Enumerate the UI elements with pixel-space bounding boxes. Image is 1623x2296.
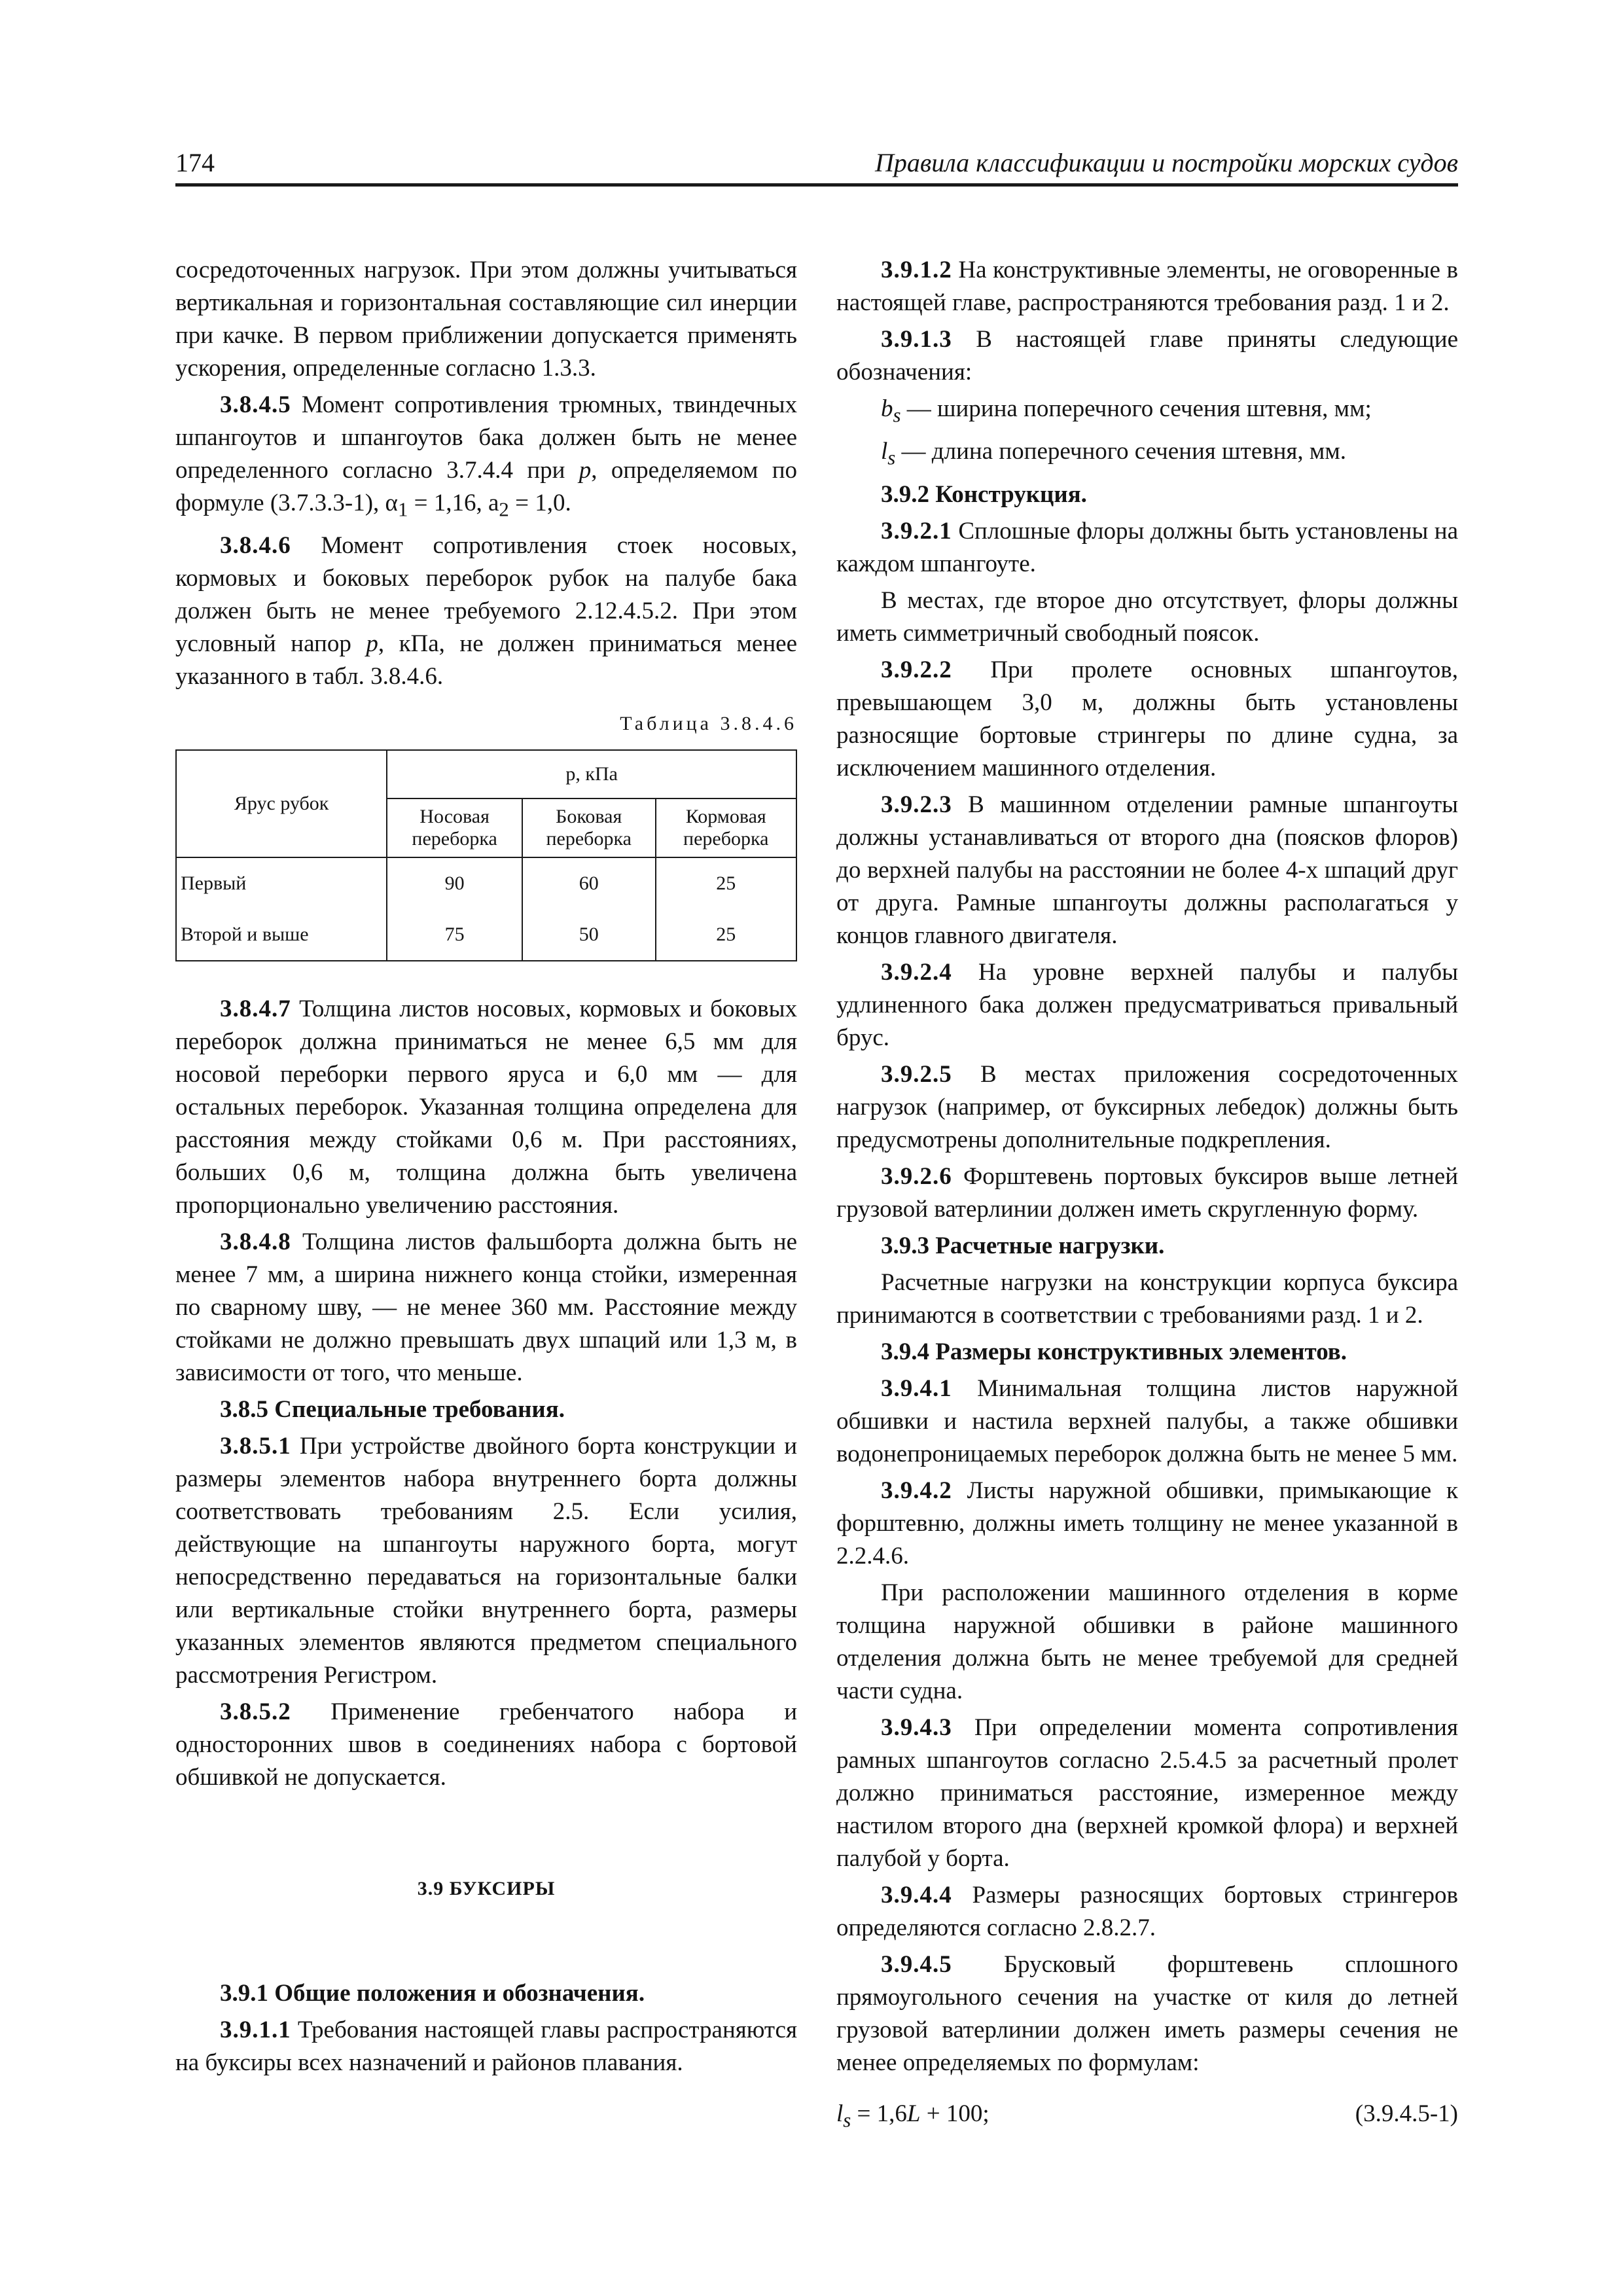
clause-3-9-4-1: 3.9.4.1 Минимальная толщина листов наружной обшивки и настила верхней палубы, а также обшивки водонепроницаемых переборок должна быть не менее 5 мм. <box>836 1374 1458 1467</box>
right-column <box>836 254 1458 2134</box>
clause-3-8-4-7: 3.8.4.7 Толщина листов носовых, кормовых и боковых переборок должна приниматься не менее 6,5 мм для носовой переборки первого яруса и 6,0 мм — для остальных переборок. Указанная толщина определена для расстояния между стойками 0,6 м. При расстояниях, больших 0,6 м, толщина должна быть увеличена пропорционально увеличению расстояния. <box>175 996 797 1219</box>
heading-3-8-5: 3.8.5 Специальные требования. <box>220 1396 565 1424</box>
heading-3-9-2: 3.9.2 Конструкция. <box>881 480 1087 508</box>
clause-3-8-4-5: 3.8.4.5 Момент сопротивления трюмных, твиндечных шпангоутов и шпангоутов бака должен быть не менее определенного согласно 3.7.4.4 при p, определяемом по формуле (3.7.3.3-1), $\alpha_1 = 1,16$, $a_2 = 1,0$. <box>175 391 798 521</box>
clause-3-9-2-6: 3.9.2.6 Форштевень портовых буксиров выше летней грузовой ватерлинии должен иметь скругленную форму. <box>836 1162 1458 1223</box>
formula-number: (3.9.4.5-1) <box>1355 2100 1458 2127</box>
table-cell: 60 <box>522 857 656 909</box>
heading-3-9-3: 3.9.3 Расчетные нагрузки. <box>881 1232 1165 1259</box>
clause-3-9-2-5: 3.9.2.5 В местах приложения сосредоточенных нагрузок (например, от буксирных лебедок) должны быть предусмотрены дополнительные подкрепления. <box>836 1060 1458 1153</box>
clause-3-9-4-4: 3.9.4.4 Размеры разносящих бортовых стрингеров определяются согласно 2.8.2.7. <box>836 1881 1458 1941</box>
paragraph: В местах, где второе дно отсутствует, флоры должны иметь симметричный свободный поясок. <box>836 586 1458 647</box>
clause-3-8-5-2: 3.8.5.2 Применение гребенчатого набора и односторонних швов в соединениях набора с бортовой обшивкой не допускается. <box>175 1698 797 1791</box>
table-row <box>176 909 796 961</box>
table-cell: Первый <box>176 857 387 909</box>
table-cell: 25 <box>656 909 797 961</box>
table-row-header: Ярус рубок <box>176 750 387 857</box>
table-caption: Таблица 3.8.4.6 <box>620 713 797 735</box>
paragraph: сосредоточенных нагрузок. При этом должны учитываться вертикальная и горизонтальная составляющие сил инерции при качке. В первом приближении допускается применять ускорения, определенные согласно 1.3.3. <box>175 257 797 382</box>
table-col-header: Кормовая переборка <box>656 798 797 857</box>
clause-3-9-4-2: 3.9.4.2 Листы наружной обшивки, примыкающие к форштевню, должны иметь толщину не менее указанной в 2.2.4.6. <box>836 1477 1458 1570</box>
table-group-header: p, кПа <box>387 750 796 798</box>
definition: $l_s$ — длина поперечного сечения штевня, мм. <box>881 438 1347 469</box>
table-cell: 90 <box>387 857 522 909</box>
clause-3-9-1-3: 3.9.1.3 В настоящей главе приняты следующие обозначения: <box>836 326 1458 386</box>
page-number: 174 <box>175 148 215 177</box>
page-header <box>175 143 1458 187</box>
clause-3-9-2-2: 3.9.2.2 При пролете основных шпангоутов, превышающем 3,0 м, должны быть установлены разносящие бортовые стрингеры по длине судна, за исключением машинного отделения. <box>836 656 1458 781</box>
table-cell: Второй и выше <box>176 909 387 961</box>
left-column <box>175 254 797 2083</box>
formula-expression: $l_s = 1,6L + 100$; <box>836 2100 990 2132</box>
heading-3-9-4: 3.9.4 Размеры конструктивных элементов. <box>881 1338 1347 1365</box>
clause-3-9-1-1: 3.9.1.1 Требования настоящей главы распространяются на буксиры всех назначений и районов плавания. <box>175 2017 797 2077</box>
section-title: 3.9 БУКСИРЫ <box>417 1878 556 1900</box>
clause-3-8-5-1: 3.8.5.1 При устройстве двойного борта конструкции и размеры элементов набора внутреннего борта должны соответствовать требованиям 2.5. Если усилия, действующие на шпангоуты наружного борта, могут непосредственно передаваться на горизонтальные балки или вертикальные стойки внутреннего борта, размеры указанных элементов являются предметом специального рассмотрения Регистром. <box>175 1433 797 1689</box>
clause-3-9-4-5: 3.9.4.5 Брусковый форштевень сплошного прямоугольного сечения на участке от киля до летней грузовой ватерлинии должен иметь размеры сечения не менее определяемых по формулам: <box>836 1950 1458 2076</box>
paragraph: Расчетные нагрузки на конструкции корпуса буксира принимаются в соответствии с требованиями разд. 1 и 2. <box>836 1268 1458 1329</box>
formula <box>836 2098 1458 2134</box>
clause-3-9-2-3: 3.9.2.3 В машинном отделении рамные шпангоуты должны устанавливаться от второго дна (поясков флоров) до верхней палубы на расстоянии не более 4-х шпаций друг от друга. Рамные шпангоуты должны располагаться у концов главного двигателя. <box>836 791 1458 949</box>
clause-3-9-4-3: 3.9.4.3 При определении момента сопротивления рамных шпангоутов согласно 2.5.4.5 за расчетный пролет должно приниматься расстояние, измеренное между настилом второго дна (верхней кромкой флора) и верхней палубой у борта. <box>836 1713 1458 1872</box>
clause-3-8-4-6: 3.8.4.6 Момент сопротивления стоек носовых, кормовых и боковых переборок рубок на палубе бака должен быть не менее требуемого 2.12.4.5.2. При этом условный напор p, кПа, не должен приниматься менее указанного в табл. 3.8.4.6. <box>175 532 797 691</box>
definition: $b_s$ — ширина поперечного сечения штевня, мм; <box>881 395 1372 427</box>
clause-3-9-2-4: 3.9.2.4 На уровне верхней палубы и палубы удлиненного бака должен предусматриваться привальный брус. <box>836 958 1458 1051</box>
heading-3-9-1: 3.9.1 Общие положения и обозначения. <box>220 1980 645 2007</box>
table-cell: 75 <box>387 909 522 961</box>
table-col-header: Носовая переборка <box>387 798 522 857</box>
data-table <box>175 749 797 961</box>
table-cell: 50 <box>522 909 656 961</box>
table-cell: 25 <box>656 857 797 909</box>
running-title: Правила классификации и постройки морских судов <box>874 148 1458 177</box>
clause-3-8-4-8: 3.8.4.8 Толщина листов фальшборта должна быть не менее 7 мм, а ширина нижнего конца стойки, измеренная по сварному шву, — не менее 360 мм. Расстояние между стойками не должно превышать двух шпаций или 1,3 м, в зависимости от того, что меньше. <box>175 1229 797 1387</box>
table-col-header: Боковая переборка <box>522 798 656 857</box>
clause-3-9-2-1: 3.9.2.1 Сплошные флоры должны быть установлены на каждом шпангоуте. <box>836 517 1458 577</box>
clause-3-9-1-2: 3.9.1.2 На конструктивные элементы, не оговоренные в настоящей главе, распространяются требования разд. 1 и 2. <box>836 257 1458 316</box>
paragraph: При расположении машинного отделения в корме толщина наружной обшивки в районе машинного отделения должна быть не менее требуемой для средней части судна. <box>836 1579 1458 1704</box>
table-row <box>176 857 796 909</box>
